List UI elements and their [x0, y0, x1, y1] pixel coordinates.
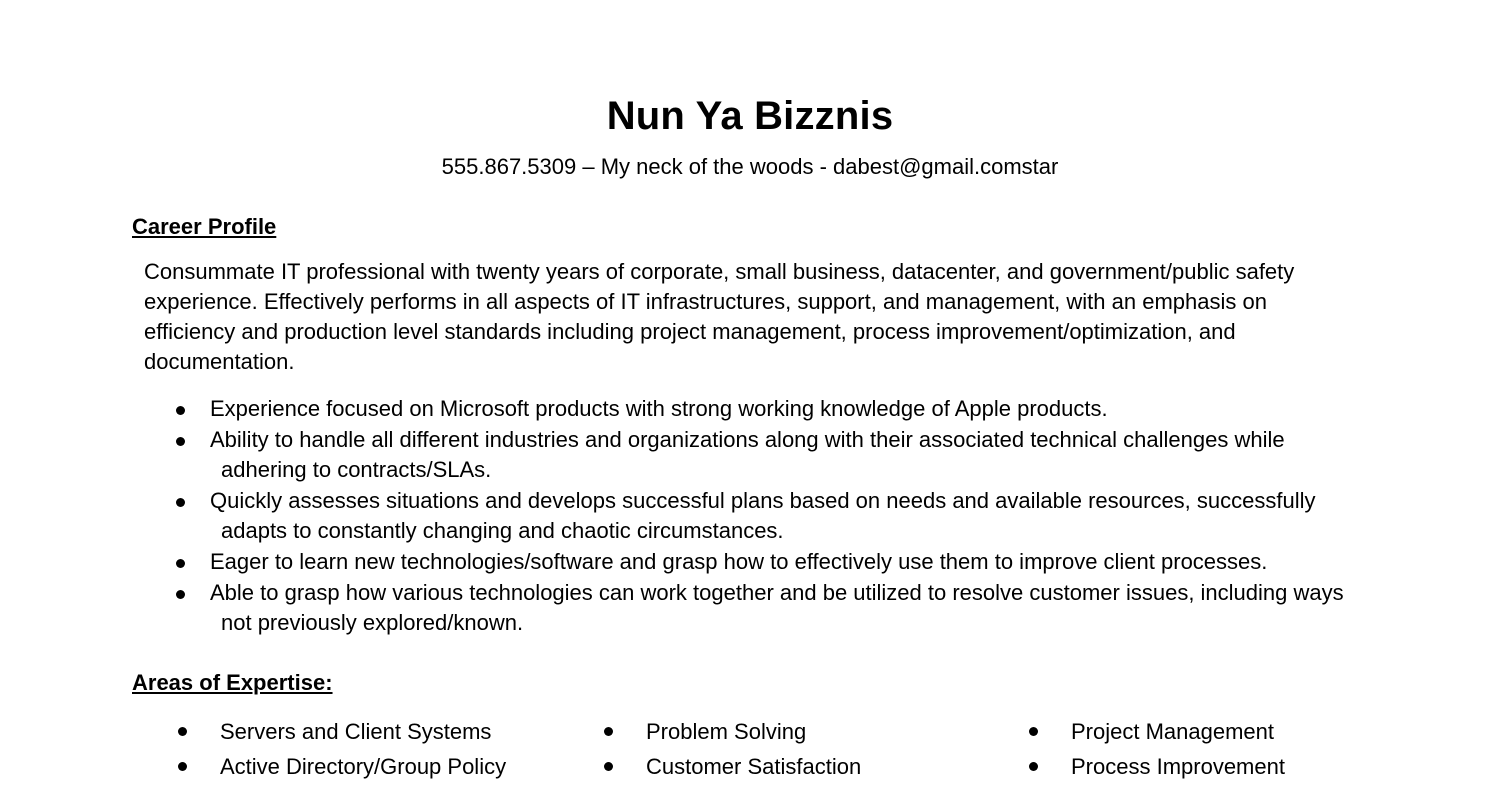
list-item	[0, 547, 1500, 577]
expertise-item: Active Directory/Group Policy	[220, 754, 507, 779]
list-item	[1071, 749, 1285, 784]
list-item	[646, 714, 861, 749]
areas-of-expertise-list	[0, 714, 1500, 794]
list-item	[646, 749, 861, 784]
bullet-icon	[176, 498, 185, 507]
list-item	[0, 486, 1500, 546]
expertise-column-2	[646, 714, 861, 784]
career-profile-heading: Career Profile	[132, 214, 277, 239]
list-item	[1071, 714, 1285, 749]
summary-line: efficiency and production level standards including project management, process improvement/optimization, and	[144, 319, 1236, 344]
bullet-text: Eager to learn new technologies/software and grasp how to effectively use them to improve client processes.	[210, 549, 1268, 574]
list-item	[220, 714, 506, 749]
expertise-item: Process Improvement	[1071, 754, 1285, 779]
bullet-icon	[1029, 727, 1038, 736]
bullet-text-continued: not previously explored/known.	[221, 610, 524, 635]
list-item	[0, 394, 1500, 424]
resume-name: Nun Ya Bizznis	[606, 94, 894, 138]
expertise-item: Project Management	[1071, 719, 1274, 744]
expertise-item: Problem Solving	[646, 719, 807, 744]
bullet-text-continued: adhering to contracts/SLAs.	[221, 457, 492, 482]
bullet-icon	[176, 559, 185, 568]
career-profile-summary	[144, 257, 1374, 377]
bullet-icon	[176, 590, 185, 599]
bullet-icon	[176, 437, 185, 446]
bullet-text: Experience focused on Microsoft products with strong working knowledge of Apple products.	[210, 396, 1108, 421]
summary-line: documentation.	[144, 349, 295, 374]
bullet-icon	[176, 406, 185, 415]
expertise-column-3	[1071, 714, 1285, 784]
bullet-icon	[604, 762, 613, 771]
areas-of-expertise-heading: Areas of Expertise:	[132, 670, 333, 695]
list-item	[220, 749, 506, 784]
expertise-item: Servers and Client Systems	[220, 719, 492, 744]
expertise-item: Customer Satisfaction	[646, 754, 862, 779]
bullet-icon	[604, 727, 613, 736]
bullet-icon	[178, 727, 187, 736]
bullet-text: Ability to handle all different industries and organizations along with their associated technical challenges while	[210, 427, 1285, 452]
bullet-icon	[1029, 762, 1038, 771]
contact-line: 555.867.5309 – My neck of the woods - dabest@gmail.comstar	[441, 154, 1059, 179]
bullet-icon	[178, 762, 187, 771]
bullet-text-continued: adapts to constantly changing and chaotic circumstances.	[221, 518, 784, 543]
list-item	[0, 425, 1500, 485]
bullet-text: Quickly assesses situations and develops successful plans based on needs and available resources, successfully	[210, 488, 1316, 513]
summary-line: Consummate IT professional with twenty years of corporate, small business, datacenter, and government/public safety	[144, 259, 1295, 284]
list-item	[0, 578, 1500, 638]
bullet-text: Able to grasp how various technologies can work together and be utilized to resolve customer issues, including ways	[210, 580, 1344, 605]
summary-line: experience. Effectively performs in all aspects of IT infrastructures, support, and management, with an emphasis on	[144, 289, 1267, 314]
career-profile-bullets	[0, 394, 1500, 639]
expertise-column-1	[220, 714, 506, 784]
